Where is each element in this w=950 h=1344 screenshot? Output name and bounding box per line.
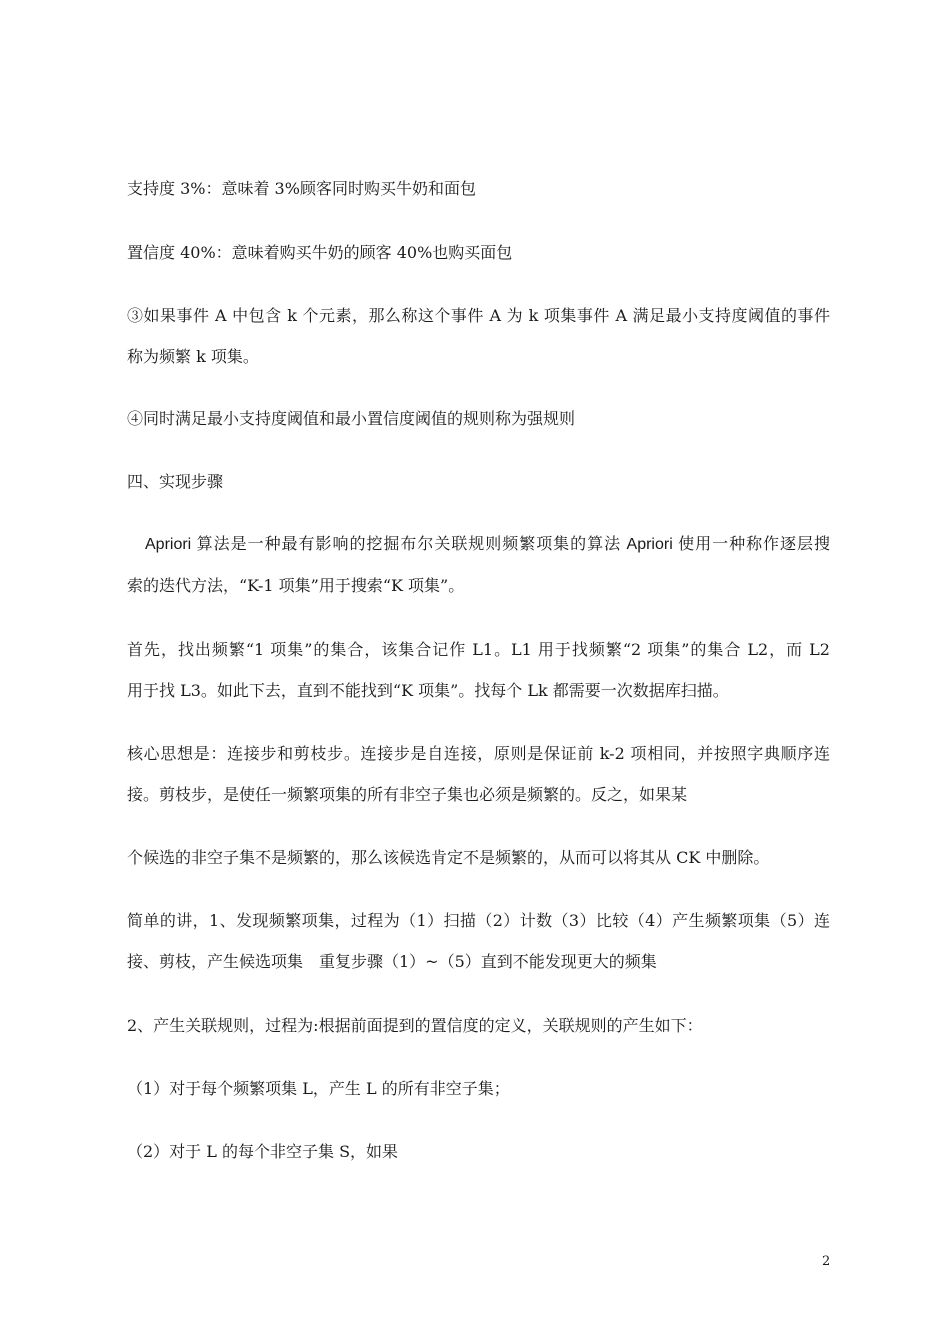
confidence-definition-line: 置信度 40%：意味着购买牛奶的顾客 40%也购买面包 bbox=[127, 243, 513, 262]
first-step-line-1: 首先，找出频繁“1 项集”的集合，该集合记作 L1。L1 用于找频繁“2 项集”的集合 L2，而 L2 bbox=[127, 640, 830, 659]
core-idea-line-1: 核心思想是：连接步和剪枝步。连接步是自连接，原则是保证前 k-2 项相同，并按照字典顺序连 bbox=[127, 744, 830, 763]
summary-step-line-1: 简单的讲，1、发现频繁项集，过程为（1）扫描（2）计数（3）比较（4）产生频繁项集（5）连 bbox=[127, 911, 830, 930]
frequent-itemset-definition-line-2: 称为频繁 k 项集。 bbox=[127, 347, 259, 366]
strong-rule-definition-line: ④同时满足最小支持度阈值和最小置信度阈值的规则称为强规则 bbox=[127, 409, 576, 428]
apriori-intro-line-2: 索的迭代方法，“K-1 项集”用于搜索“K 项集”。 bbox=[127, 576, 465, 595]
rule-generation-step-2: （2）对于 L 的每个非空子集 S，如果 bbox=[127, 1142, 399, 1161]
apriori-intro-line-1: Apriori 算法是一种最有影响的挖掘布尔关联规则频繁项集的算法 Apriori 使用一种称作逐层搜 bbox=[145, 536, 830, 553]
first-step-line-2: 用于找 L3。如此下去，直到不能找到“K 项集”。找每个 Lk 都需要一次数据库扫描。 bbox=[127, 681, 729, 700]
page-number: 2 bbox=[822, 1254, 831, 1269]
pruning-explanation-line: 个候选的非空子集不是频繁的，那么该候选肯定不是频繁的，从而可以将其从 CK 中删除。 bbox=[127, 848, 770, 867]
section-heading-implementation-steps: 四、实现步骤 bbox=[127, 472, 224, 491]
core-idea-line-2: 接。剪枝步，是使任一频繁项集的所有非空子集也必须是频繁的。反之，如果某 bbox=[127, 785, 688, 804]
association-rule-generation-line: 2、产生关联规则，过程为:根据前面提到的置信度的定义，关联规则的产生如下： bbox=[127, 1016, 703, 1035]
frequent-itemset-definition-line-1: ③如果事件 A 中包含 k 个元素，那么称这个事件 A 为 k 项集事件 A 满足最小支持度阈值的事件 bbox=[127, 306, 830, 325]
rule-generation-step-1: （1）对于每个频繁项集 L，产生 L 的所有非空子集； bbox=[127, 1079, 510, 1098]
support-definition-line: 支持度 3%：意味着 3%顾客同时购买牛奶和面包 bbox=[127, 179, 476, 198]
summary-step-line-2: 接、剪枝，产生候选项集 重复步骤（1）~（5）直到不能发现更大的频集 bbox=[127, 952, 657, 971]
